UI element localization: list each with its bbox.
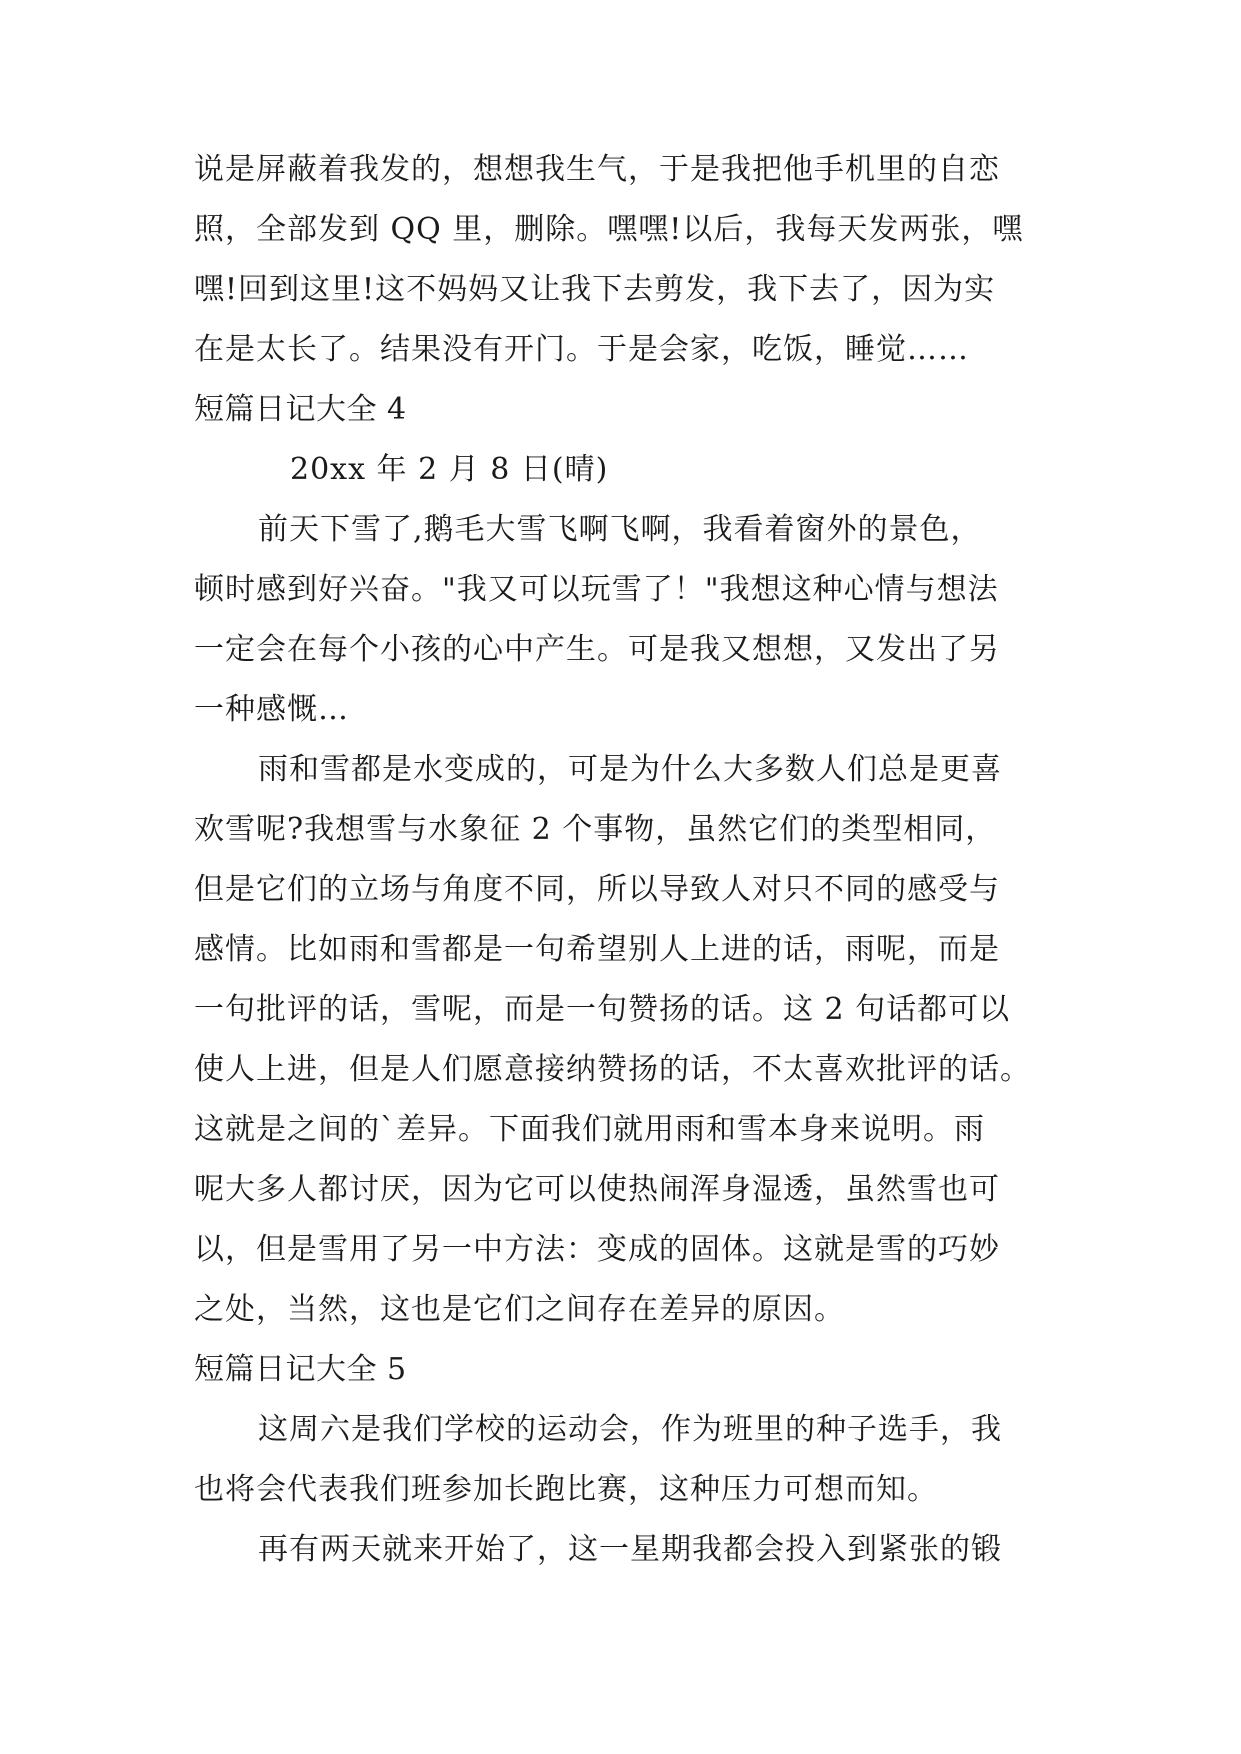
body-text-line: 这就是之间的`差异。下面我们就用雨和雪本身来说明。雨 [194, 1112, 985, 1147]
body-text-line: 照，全部发到 QQ 里，删除。嘿嘿!以后，我每天发两张，嘿 [194, 212, 1024, 247]
body-text-line: 一种感慨… [194, 692, 349, 727]
body-text-line: 之处，当然，这也是它们之间存在差异的原因。 [194, 1292, 845, 1327]
paragraph-first-line: 再有两天就来开始了，这一星期我都会投入到紧张的锻 [258, 1532, 1002, 1567]
body-text-line: 感情。比如雨和雪都是一句希望别人上进的话，雨呢，而是 [194, 932, 1000, 967]
paragraph-first-line: 前天下雪了,鹅毛大雪飞啊飞啊，我看着窗外的景色， [258, 512, 982, 547]
section-heading: 短篇日记大全 4 [194, 392, 407, 427]
body-text-line: 嘿!回到这里!这不妈妈又让我下去剪发，我下去了，因为实 [194, 272, 996, 307]
body-text-line: 顿时感到好兴奋。"我又可以玩雪了！"我想这种心情与想法 [194, 572, 999, 607]
diary-date: 20xx 年 2 月 8 日(晴) [290, 452, 609, 487]
body-text-line: 欢雪呢?我想雪与水象征 2 个事物，虽然它们的类型相同， [194, 812, 997, 847]
paragraph-first-line: 这周六是我们学校的运动会，作为班里的种子选手，我 [258, 1412, 1002, 1447]
body-text-line: 也将会代表我们班参加长跑比赛，这种压力可想而知。 [194, 1472, 938, 1507]
section-heading: 短篇日记大全 5 [194, 1352, 407, 1387]
body-text-line: 但是它们的立场与角度不同，所以导致人对只不同的感受与 [194, 872, 1000, 907]
body-text-line: 以，但是雪用了另一中方法：变成的固体。这就是雪的巧妙 [194, 1232, 1000, 1267]
body-text-line: 说是屏蔽着我发的，想想我生气，于是我把他手机里的自恋 [194, 152, 1000, 187]
body-text-line: 使人上进，但是人们愿意接纳赞扬的话，不太喜欢批评的话。 [194, 1052, 1031, 1087]
body-text-line: 一句批评的话，雪呢，而是一句赞扬的话。这 2 句话都可以 [194, 992, 1011, 1027]
body-text-line: 一定会在每个小孩的心中产生。可是我又想想，又发出了另 [194, 632, 1000, 667]
body-text-line: 呢大多人都讨厌，因为它可以使热闹浑身湿透，虽然雪也可 [194, 1172, 1000, 1207]
paragraph-first-line: 雨和雪都是水变成的，可是为什么大多数人们总是更喜 [258, 752, 1002, 787]
body-text-line: 在是太长了。结果没有开门。于是会家，吃饭，睡觉…… [194, 332, 969, 367]
